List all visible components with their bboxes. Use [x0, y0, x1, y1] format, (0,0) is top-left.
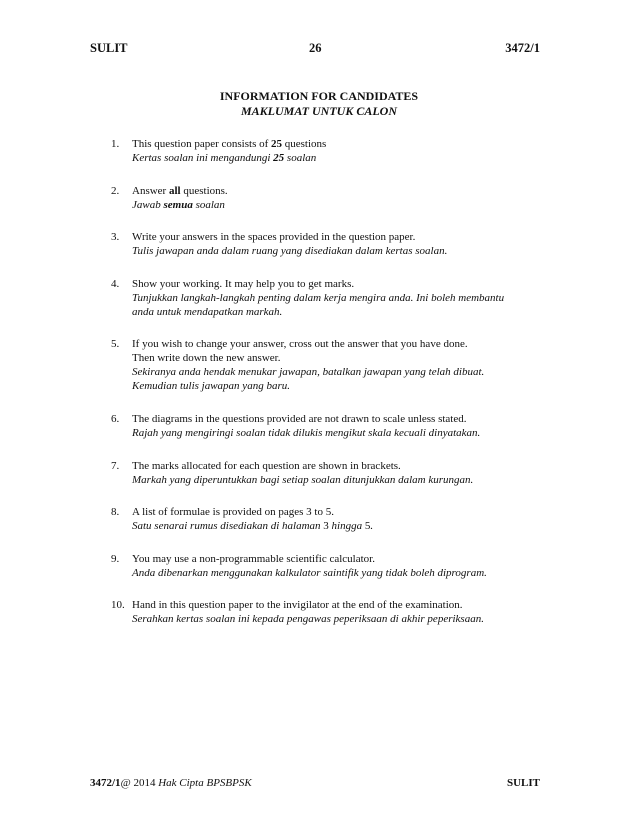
footer-year: @ 2014 — [120, 777, 156, 789]
instruction-en: You may use a non-programmable scientific calculator. — [132, 552, 375, 565]
instruction-en: The marks allocated for each question are shown in brackets. — [132, 459, 401, 472]
instruction-ms: Sekiranya anda hendak menukar jawapan, batalkan jawapan yang telah dibuat. — [132, 366, 485, 379]
list-item — [111, 598, 541, 626]
instruction-ms-line-2: anda untuk mendapatkan markah. — [132, 305, 283, 318]
paper-code: 3472/1 — [505, 41, 540, 55]
instruction-ms-line-2: Kemudian tulis jawapan yang baru. — [132, 380, 290, 393]
instruction-ms: Rajah yang mengiringi soalan tidak dilukis mengikut skala kecuali dinyatakan. — [132, 426, 481, 439]
footer-copyright — [90, 777, 252, 789]
list-item — [111, 552, 541, 580]
instruction-en: A list of formulae is provided on pages 3 to 5. — [132, 506, 334, 519]
item-number: 9. — [111, 552, 120, 565]
instruction-en: Answer all questions. — [132, 184, 228, 197]
instruction-ms: Tunjukkan langkah-langkah penting dalam kerja mengira anda. Ini boleh membantu — [132, 291, 505, 304]
instruction-ms: Kertas soalan ini mengandungi 25 soalan — [132, 152, 317, 164]
item-number: 3. — [111, 231, 120, 244]
instruction-en: Show your working. It may help you to get marks. — [132, 277, 355, 290]
instruction-en: If you wish to change your answer, cross out the answer that you have done. — [132, 338, 468, 351]
list-item — [111, 277, 541, 319]
item-number: 2. — [111, 184, 120, 197]
page-number: 26 — [309, 41, 322, 55]
instruction-en: Write your answers in the spaces provided in the question paper. — [132, 231, 416, 244]
list-item — [111, 412, 541, 440]
footer-right-label: SULIT — [506, 777, 540, 789]
title-block — [0, 89, 638, 119]
instruction-en: The diagrams in the questions provided are not drawn to scale unless stated. — [132, 412, 467, 425]
header-left-label: SULIT — [90, 41, 128, 55]
page-title: INFORMATION FOR CANDIDATES — [219, 89, 419, 103]
item-number: 10. — [111, 599, 125, 612]
item-number: 5. — [111, 338, 120, 351]
list-item — [111, 184, 541, 212]
item-number: 8. — [111, 506, 120, 519]
item-number: 1. — [111, 138, 120, 150]
instruction-list — [111, 137, 541, 645]
instruction-en-line-2: Then write down the new answer. — [132, 352, 281, 365]
instruction-ms: Anda dibenarkan menggunakan kalkulator saintifik yang tidak boleh diprogram. — [132, 566, 487, 579]
instruction-ms: Jawab semua soalan — [132, 198, 225, 211]
page-title-malay: MAKLUMAT UNTUK CALON — [240, 104, 398, 118]
instruction-en: Hand in this question paper to the invigilator at the end of the examination. — [132, 599, 463, 612]
instruction-ms: Satu senarai rumus disediakan di halaman 3 hingga 5. — [132, 520, 374, 533]
instruction-en: This question paper consists of 25 questions — [132, 138, 327, 150]
list-item — [111, 337, 541, 393]
item-number: 4. — [111, 277, 120, 290]
item-number: 6. — [111, 412, 120, 425]
footer-rights: Hak Cipta BPSBPSK — [158, 777, 252, 789]
list-item — [111, 230, 541, 258]
instruction-ms: Serahkan kertas soalan ini kepada pengawas peperiksaan di akhir peperiksaan. — [132, 613, 484, 626]
instruction-ms: Tulis jawapan anda dalam ruang yang disediakan dalam kertas soalan. — [132, 245, 448, 258]
instruction-ms: Markah yang diperuntukkan bagi setiap soalan ditunjukkan dalam kurungan. — [132, 473, 474, 486]
list-item — [111, 137, 541, 165]
list-item — [111, 459, 541, 487]
footer-paper-code: 3472/1 — [90, 777, 121, 789]
list-item — [111, 505, 541, 533]
item-number: 7. — [111, 459, 120, 472]
